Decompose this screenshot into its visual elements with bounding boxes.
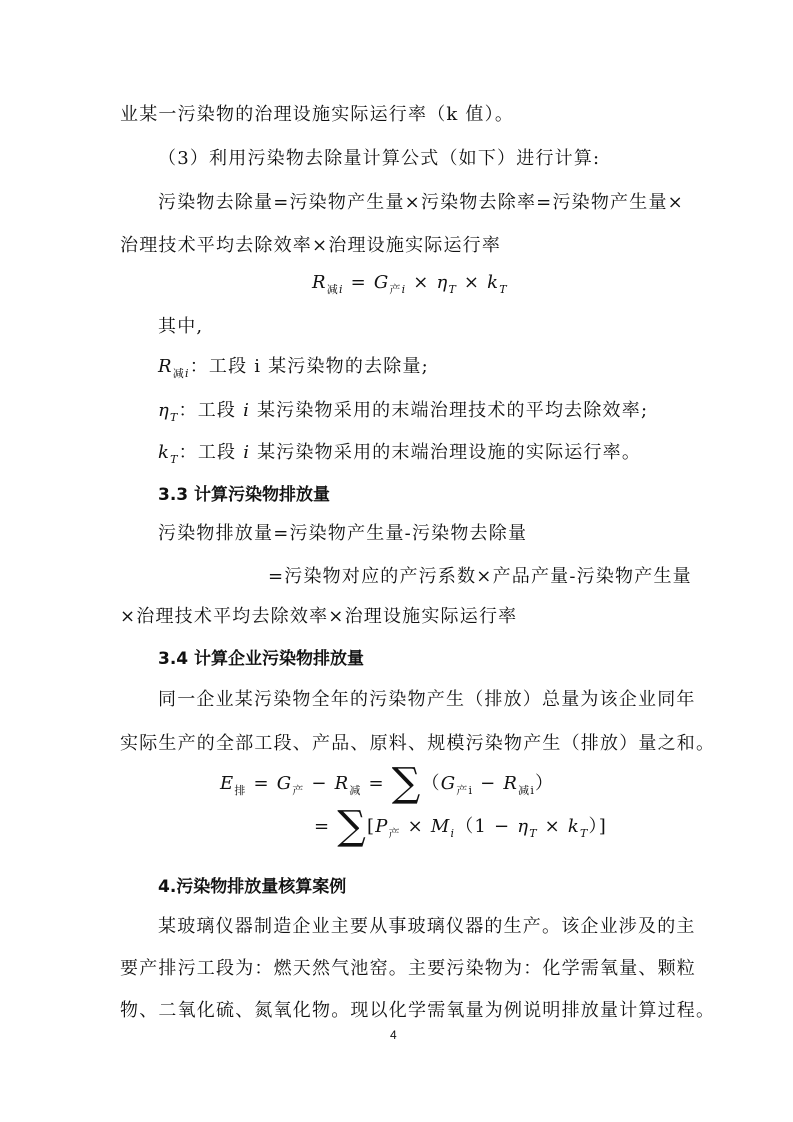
paragraph-line: 污染物排放量=污染物产生量-污染物去除量 [158,523,528,544]
section-heading: 4.污染物排放量核算案例 [158,877,347,897]
definition-eta: $\eta_T$：工段 i 某污染物采用的末端治理技术的平均去除效率; [158,400,649,424]
paragraph-line: 某玻璃仪器制造企业主要从事玻璃仪器的生产。该企业涉及的主 [158,916,696,937]
paragraph-line: 同一企业某污染物全年的污染物产生（排放）总量为该企业同年 [158,689,696,710]
paragraph-line: 实际生产的全部工段、产品、原料、规模污染物产生（排放）量之和。 [120,733,716,754]
paragraph-line: （3）利用污染物去除量计算公式（如下）进行计算: [158,148,601,169]
paragraph-line: =污染物对应的产污系数×产品产量-污染物产生量 [268,566,692,587]
paragraph-line: 其中, [158,316,204,337]
definition-r: $R_{减i}$：工段 i 某污染物的去除量; [158,356,429,380]
formula-removal: $R_{减i} = G_{产i} \times \eta_T \times k_T$ [312,272,508,296]
formula-total: $E_排 = G_产 - R_减 = \sum(G_{产i} - R_{减i})$ [220,760,555,806]
definition-k: $k_T$：工段 i 某污染物采用的末端治理设施的实际运行率。 [158,442,642,466]
section-heading: 3.4 计算企业污染物排放量 [158,649,365,669]
paragraph-line: 物、二氧化硫、氮氧化物。现以化学需氧量为例说明排放量计算过程。 [120,1000,716,1021]
paragraph-line: 治理技术平均去除效率×治理设施实际运行率 [120,235,502,256]
paragraph-line: ×治理技术平均去除效率×治理设施实际运行率 [120,606,518,627]
page-number: 4 [390,1028,397,1042]
paragraph-line: 污染物去除量=污染物产生量×污染物去除率=污染物产生量× [158,192,684,213]
section-heading: 3.3 计算污染物排放量 [158,485,331,505]
paragraph-line: 业某一污染物的治理设施实际运行率（k 值）。 [120,104,515,125]
paragraph-line: 要产排污工段为：燃天然气池窑。主要污染物为：化学需氧量、颗粒 [120,958,696,979]
formula-total-expanded: = $\sum[P_产 \times M_i(1 - \eta_T \times k_T)]$ [314,803,607,849]
